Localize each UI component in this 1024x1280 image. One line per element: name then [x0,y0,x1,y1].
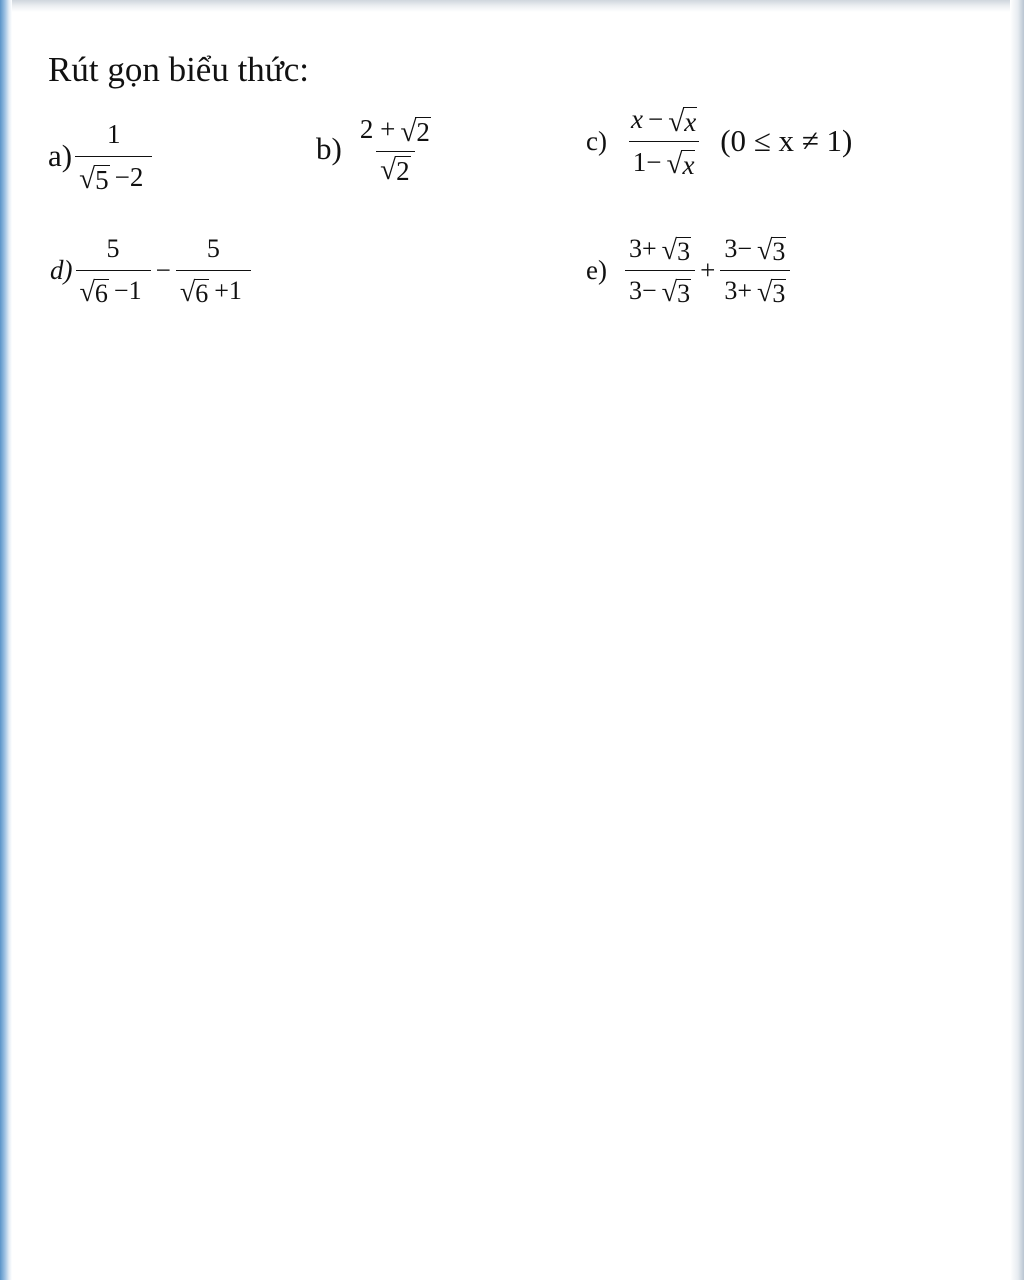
fraction-e-2 [720,233,790,307]
square-root [400,117,431,146]
square-root [662,237,691,265]
fraction-e-1 [625,233,695,307]
expression-c [586,103,852,180]
denominator-head: 3− [628,275,657,305]
radical-sign: √ [179,276,196,308]
fraction-b [356,113,435,185]
radicand: x [682,150,695,181]
radicand: 6 [195,278,209,308]
radical-sign: √ [400,115,417,148]
radical-sign: √ [668,105,685,138]
radical-sign: √ [79,276,95,308]
radical-sign: √ [756,235,773,267]
square-root [757,237,786,265]
label-e: e) [586,254,607,285]
denominator [75,156,152,195]
radical-sign: √ [79,163,96,196]
denominator [76,270,151,308]
square-root [79,276,109,308]
expression-b [316,113,438,185]
numerator: 1 [106,119,121,149]
square-root [668,107,697,136]
label-b: b) [316,131,342,167]
numerator: 5 [106,234,120,263]
numerator-head: 3− [724,234,752,263]
radicand: 2 [396,155,410,186]
denominator-tail: +1 [214,275,242,305]
denominator-head: 3+ [724,275,752,305]
square-root [79,165,110,194]
numerator [720,233,790,270]
square-root [661,276,691,308]
radicand: 3 [772,237,786,267]
minus-sign: − [647,104,664,134]
minus-operator: − [155,254,171,285]
window-right-border [1010,0,1024,1280]
square-root [756,276,786,308]
label-a: a) [48,138,73,174]
square-root [179,276,209,308]
fraction-a [75,118,152,195]
domain-condition: (0 ≤ x ≠ 1) [720,123,853,159]
denominator [625,270,695,308]
radical-sign: √ [661,235,678,267]
square-root [380,153,411,186]
plus-operator: + [700,254,716,285]
fraction-d-1 [76,233,151,307]
exercise-title: Rút gọn biểu thức: [48,50,310,89]
expression-a [48,118,155,195]
denominator [376,151,415,185]
radical-sign: √ [666,148,683,181]
expression-e [586,233,793,307]
expression-d [50,233,254,307]
numerator [356,113,435,151]
radicand: x [684,107,697,138]
numerator-head: 3+ [628,234,657,263]
denominator-tail: −2 [114,161,144,192]
fraction-c [627,103,701,180]
denominator [720,270,790,308]
numerator: 5 [206,234,220,263]
radicand: 2 [416,117,430,148]
denominator-tail: −1 [113,275,142,305]
label-c: c) [586,125,607,156]
radical-sign: √ [756,276,773,308]
variable-x: x [630,104,643,134]
radicand: 3 [677,278,691,308]
square-root [666,150,695,179]
denominator-head: 1− [632,146,662,177]
numerator-head: 2 + [359,114,396,144]
label-d: d) [50,254,73,285]
denominator [629,141,700,180]
radicand: 3 [772,278,786,308]
numerator [627,103,701,141]
radicand: 6 [94,278,108,308]
radical-sign: √ [661,276,678,308]
numerator [625,233,695,270]
radicand: 5 [95,165,109,196]
window-left-border [0,0,12,1280]
fraction-d-2 [176,233,251,307]
denominator [176,270,251,308]
radicand: 3 [677,237,691,267]
window-top-border [0,0,1024,12]
radical-sign: √ [380,153,397,186]
